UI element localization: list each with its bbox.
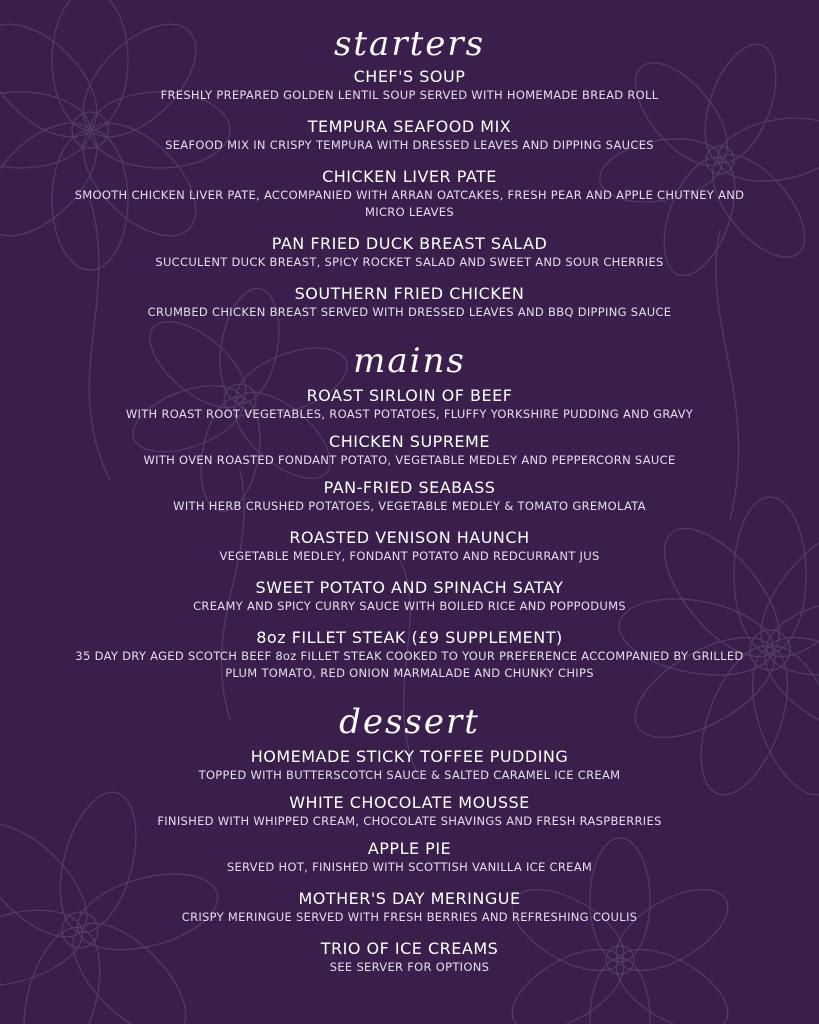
item-description: TOPPED WITH BUTTERSCOTCH SAUCE & SALTED CARAMEL ICE CREAM <box>198 768 621 782</box>
item-name: SOUTHERN FRIED CHICKEN <box>294 284 525 303</box>
item-description: VEGETABLE MEDLEY, FONDANT POTATO AND REDCURRANT JUS <box>219 549 600 563</box>
menu-item <box>0 67 819 104</box>
item-description: CREAMY AND SPICY CURRY SAUCE WITH BOILED RICE AND POPPODUMS <box>193 599 626 613</box>
item-description: SUCCULENT DUCK BREAST, SPICY ROCKET SALAD AND SWEET AND SOUR CHERRIES <box>155 255 664 269</box>
menu-item <box>0 117 819 154</box>
item-name: CHICKEN SUPREME <box>329 432 490 451</box>
item-name: CHICKEN LIVER PATE <box>322 167 497 186</box>
item-name: PAN-FRIED SEABASS <box>323 478 496 497</box>
section-title: starters <box>333 24 486 64</box>
item-name: PAN FRIED DUCK BREAST SALAD <box>271 234 548 253</box>
section-title: mains <box>353 341 466 381</box>
menu-item <box>0 167 819 221</box>
menu-item <box>0 793 819 830</box>
item-name: ROAST SIRLOIN OF BEEF <box>306 386 513 405</box>
item-name: SWEET POTATO AND SPINACH SATAY <box>255 578 564 597</box>
menu-item <box>0 528 819 565</box>
item-name: TEMPURA SEAFOOD MIX <box>307 117 512 136</box>
menu-item <box>0 939 819 976</box>
item-name: HOMEMADE STICKY TOFFEE PUDDING <box>250 747 569 766</box>
section-title: dessert <box>339 702 480 742</box>
item-name: 8oz FILLET STEAK (£9 SUPPLEMENT) <box>256 628 563 647</box>
item-description: 35 DAY DRY AGED SCOTCH BEEF 8oz FILLET STEAK COOKED TO YOUR PREFERENCE ACCOMPANIED BY GRILLED PLUM TOMATO, RED ONION MARMALADE AND CHUNKY CHIPS <box>75 649 744 680</box>
item-name: MOTHER'S DAY MERINGUE <box>298 889 521 908</box>
menu-item <box>0 478 819 515</box>
menu-item <box>0 747 819 784</box>
section-dessert <box>0 702 819 976</box>
item-description: FINISHED WITH WHIPPED CREAM, CHOCOLATE SHAVINGS AND FRESH RASPBERRIES <box>157 814 662 828</box>
menu-item <box>0 386 819 423</box>
item-name: TRIO OF ICE CREAMS <box>320 939 499 958</box>
menu-item <box>0 432 819 469</box>
item-description: SEE SERVER FOR OPTIONS <box>329 960 490 974</box>
item-name: ROASTED VENISON HAUNCH <box>289 528 530 547</box>
menu-item <box>0 839 819 876</box>
item-description: CRISPY MERINGUE SERVED WITH FRESH BERRIES AND REFRESHING COULIS <box>181 910 638 924</box>
item-description: SEAFOOD MIX IN CRISPY TEMPURA WITH DRESSED LEAVES AND DIPPING SAUCES <box>165 138 654 152</box>
menu-item <box>0 628 819 682</box>
item-name: CHEF'S SOUP <box>353 67 466 86</box>
item-description: SMOOTH CHICKEN LIVER PATE, ACCOMPANIED WITH ARRAN OATCAKES, FRESH PEAR AND APPLE CHUTNEY AND MICRO LEAVES <box>74 188 745 219</box>
menu-item <box>0 284 819 321</box>
item-description: WITH HERB CRUSHED POTATOES, VEGETABLE MEDLEY & TOMATO GREMOLATA <box>173 499 646 513</box>
item-description: SERVED HOT, FINISHED WITH SCOTTISH VANILLA ICE CREAM <box>226 860 593 874</box>
item-name: WHITE CHOCOLATE MOUSSE <box>289 793 530 812</box>
section-mains <box>0 341 819 682</box>
section-starters <box>0 0 819 321</box>
item-description: WITH ROAST ROOT VEGETABLES, ROAST POTATOES, FLUFFY YORKSHIRE PUDDING AND GRAVY <box>125 407 694 421</box>
item-name: APPLE PIE <box>367 839 452 858</box>
item-description: CRUMBED CHICKEN BREAST SERVED WITH DRESSED LEAVES AND BBQ DIPPING SAUCE <box>147 305 672 319</box>
menu-item <box>0 234 819 271</box>
item-description: FRESHLY PREPARED GOLDEN LENTIL SOUP SERVED WITH HOMEMADE BREAD ROLL <box>160 88 659 102</box>
menu-item <box>0 578 819 615</box>
menu-item <box>0 889 819 926</box>
item-description: WITH OVEN ROASTED FONDANT POTATO, VEGETABLE MEDLEY AND PEPPERCORN SAUCE <box>143 453 676 467</box>
